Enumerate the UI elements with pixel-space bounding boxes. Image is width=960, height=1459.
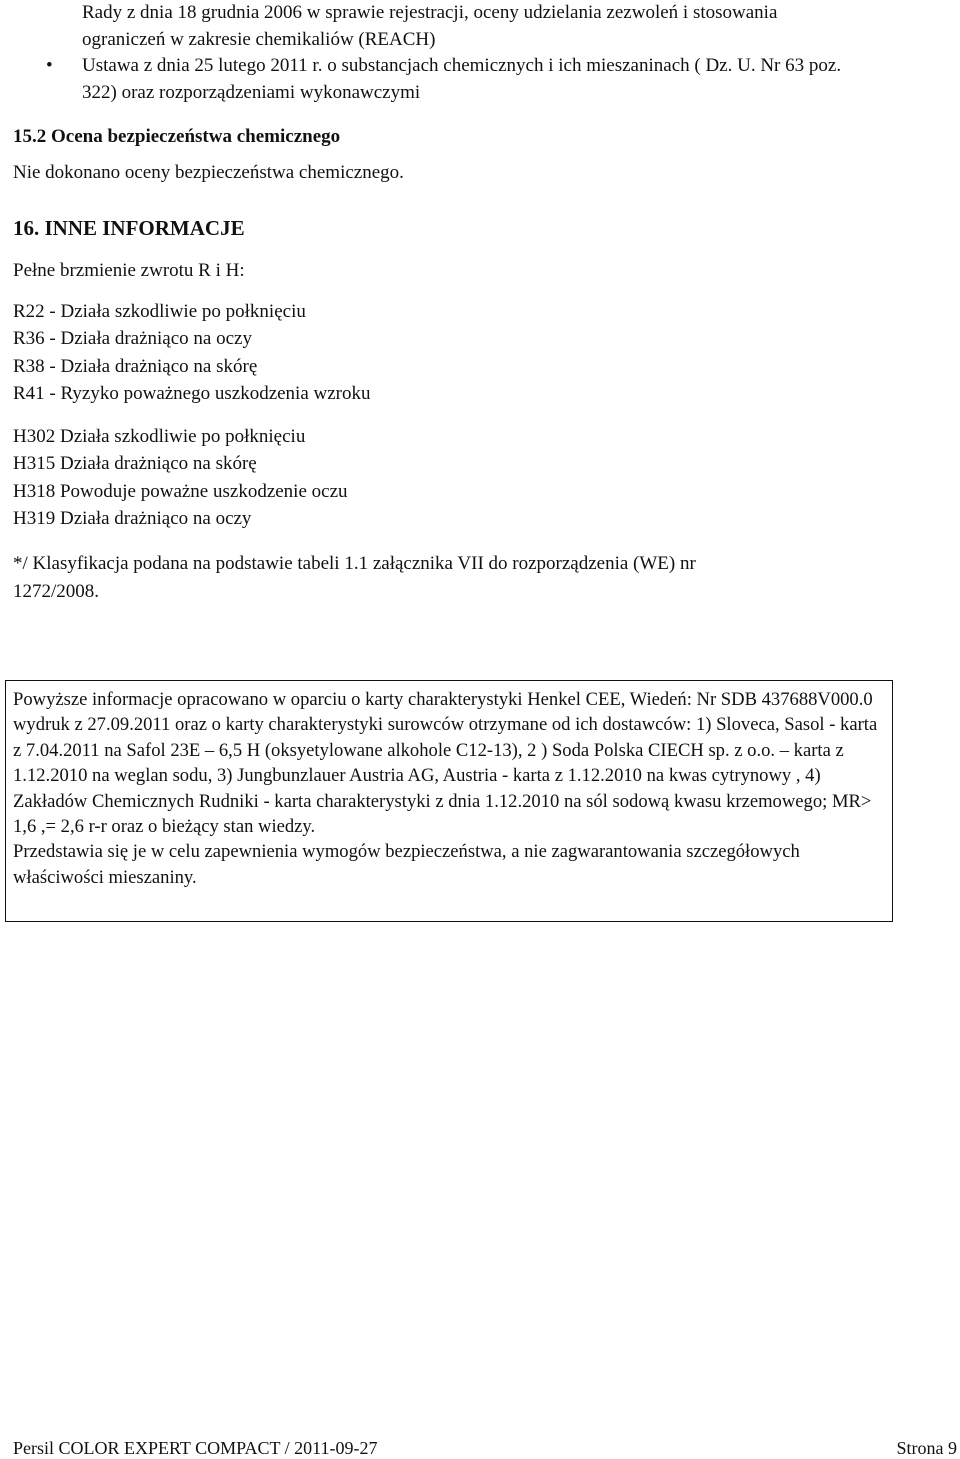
- h-phrase-item: H302 Działa szkodliwie po połknięciu: [13, 426, 306, 447]
- r-phrase-item: R41 - Ryzyko poważnego uszkodzenia wzroku: [13, 382, 371, 404]
- h-phrases-list: [13, 423, 348, 532]
- section-16-heading: 16. INNE INFORMACJE: [13, 216, 245, 240]
- bullet-text: Ustawa z dnia 25 lutego 2011 r. o substancjach chemicznych i ich mieszaninach ( Dz. U. Nr 63 poz. 322) oraz rozporządzeniami wykonawczymi: [82, 55, 842, 103]
- continued-regulation-text: Rady z dnia 18 grudnia 2006 w sprawie rejestracji, oceny udzielania zezwoleń i stosowania ograniczeń w zakresie chemikaliów (REACH): [82, 2, 778, 50]
- disclaimer-paragraph: Przedstawia się je w celu zapewnienia wymogów bezpieczeństwa, a nie zagwarantowania szczegółowych właściwości mieszaniny.: [13, 841, 800, 888]
- footer-page-number: Strona 9: [896, 1438, 957, 1458]
- r-phrase-item: R36 - Działa drażniąco na oczy: [13, 328, 252, 350]
- r-h-intro: Pełne brzmienie zwrotu R i H:: [13, 260, 245, 281]
- sources-paragraph: Powyższe informacje opracowano w oparciu o karty charakterystyki Henkel CEE, Wiedeń: Nr SDB 437688V000.0 wydruk z 27.09.2011 oraz o karty charakterystyki surowców otrzymane od ich dostawców: 1) Sloveca, Sasol - karta z 7.04.2011 na Safol 23E – 6,5 H (oksyetylowane alkohole C12-13), 2 ) Soda Polska CIECH sp. z o.o. – karta z 1.12.2010 na weglan sodu, 3) Jungbunzlauer Austria AG, Austria - karta z 1.12.2010 na kwas cytrynowy , 4) Zakładów Chemicznych Rudniki - karta charakterystyki z dnia 1.12.2010 na sól sodową kwasu krzemowego; MR> 1,6 ,= 2,6 r-r oraz o bieżący stan wiedzy.: [13, 689, 878, 838]
- footer-product-name: Persil COLOR EXPERT COMPACT / 2011-09-27: [13, 1438, 378, 1458]
- h-phrase-item: H319 Działa drażniąco na oczy: [13, 507, 252, 529]
- section-15-2-heading: 15.2 Ocena bezpieczeństwa chemicznego: [13, 126, 341, 147]
- information-sources-box: [5, 680, 893, 922]
- h-phrase-item: H318 Powoduje poważne uszkodzenie oczu: [13, 480, 348, 502]
- r-phrases-list: [13, 298, 371, 407]
- classification-note: */ Klasyfikacja podana na podstawie tabeli 1.1 załącznika VII do rozporządzenia (WE) nr 1272/2008.: [13, 553, 696, 602]
- r-phrase-item: R22 - Działa szkodliwie po połknięciu: [13, 301, 306, 322]
- section-15-2-text: Nie dokonano oceny bezpieczeństwa chemicznego.: [13, 162, 404, 183]
- bullet-icon: •: [46, 55, 53, 76]
- r-phrase-item: R38 - Działa drażniąco na skórę: [13, 355, 258, 377]
- h-phrase-item: H315 Działa drażniąco na skórę: [13, 453, 257, 475]
